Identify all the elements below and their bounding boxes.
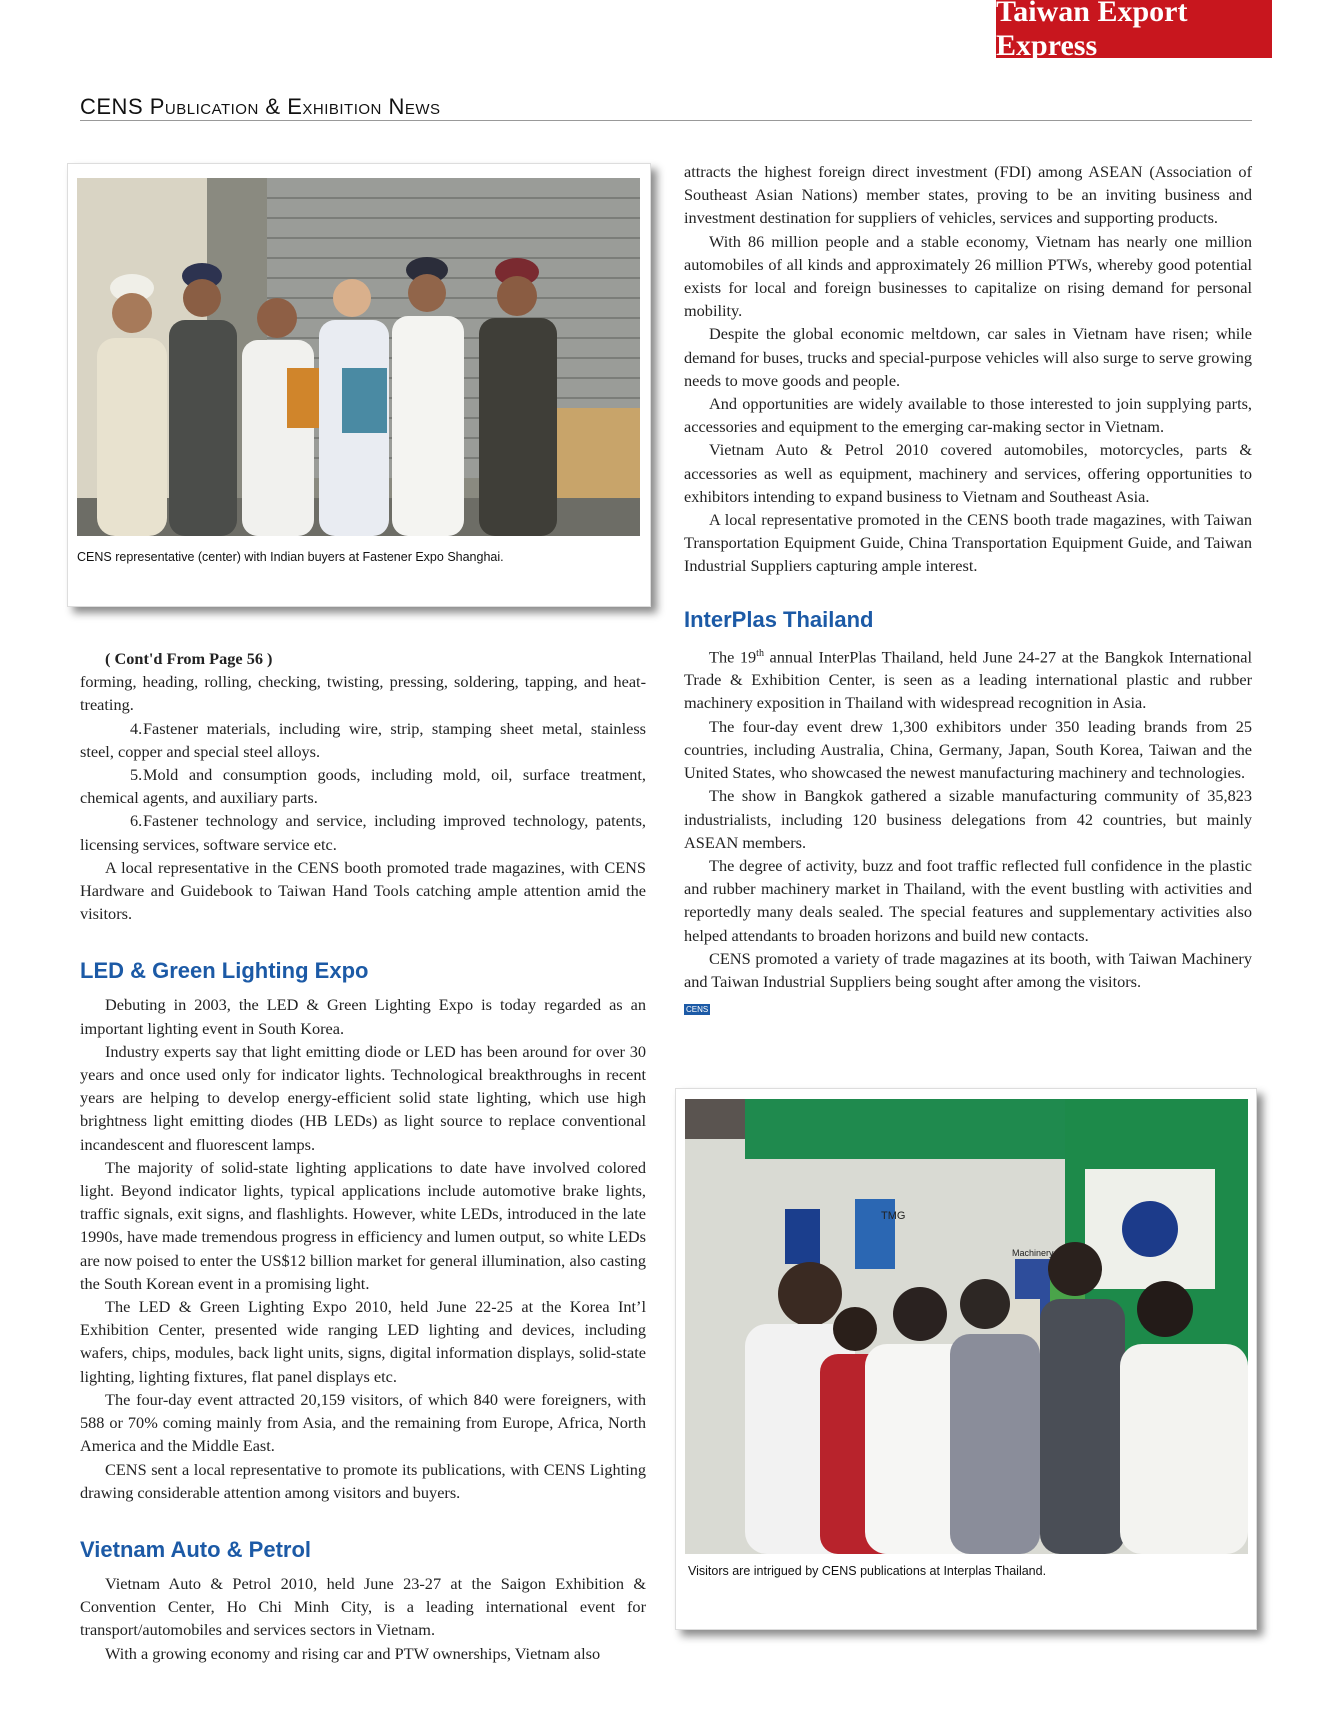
photo-frame-fastener-expo	[67, 163, 651, 607]
led-paragraph: The four-day event attracted 20,159 visitors, of which 840 were foreigners, with 588 or 70% coming mainly from Asia, and the remaining from Europe, Africa, North America and the Middle East.	[80, 1389, 646, 1456]
photo-interplas	[685, 1099, 1248, 1554]
booth-sign-machinery: Machinery	[1012, 1248, 1054, 1258]
fastener-intro: forming, heading, rolling, checking, twisting, pressing, soldering, tapping, and heat-treating.	[80, 672, 646, 715]
interplas-booth-photo	[685, 1099, 1248, 1554]
fastener-item: 4.Fastener materials, including wire, strip, stamping sheet metal, stainless steel, copper and special steel alloys.	[80, 718, 646, 761]
photo-caption-interplas: Visitors are intrigued by CENS publications at Interplas Thailand.	[688, 1564, 1047, 1578]
heading-led-expo: LED & Green Lighting Expo	[80, 958, 369, 984]
right-column	[684, 160, 1252, 1018]
vietnam-paragraph: A local representative promoted in the CENS booth trade magazines, with Taiwan Transportation Equipment Guide, China Transportation Equipment Guide, and Taiwan Industrial Suppliers capturing ample interest.	[684, 510, 1252, 576]
interplas-paragraph: The degree of activity, buzz and foot traffic reflected full confidence in the plastic and rubber machinery market in Thailand, with the event bustling with activities and reportedly many deals sealed. The special features and supplementary activities also helped attendants to broaden horizons and build new contacts.	[684, 855, 1252, 945]
fastener-item: 6.Fastener technology and service, including improved technology, patents, licensing services, software service etc.	[80, 811, 646, 854]
photo-frame-interplas	[675, 1088, 1257, 1630]
section-header: CENS Publication & Exhibition News	[80, 94, 441, 119]
led-paragraph: The majority of solid-state lighting applications to date have involved colored light. Beyond indicator lights, typical applications include automotive brake lights, traffic signals, exit signs, and flashlights. However, white LEDs, introduced in the late 1990s, have made tremendous progress in efficiency and lumen output, so white LEDs are now poised to enter the US$12 billion market for general illumination, also casting the South Korean event in a promising light.	[80, 1157, 646, 1293]
interplas-paragraph: The four-day event drew 1,300 exhibitors under 350 leading brands from 25 countries, including Australia, China, Germany, Japan, South Korea, Taiwan and the United States, who showcased the newest manufacturing machinery and technologies.	[684, 716, 1252, 783]
left-column	[80, 647, 646, 1665]
booth-sign-tmg: TMG	[881, 1210, 906, 1222]
vietnam-paragraph: With a growing economy and rising car and PTW ownerships, Vietnam also	[105, 1643, 601, 1663]
vietnam-paragraph: With 86 million people and a stable economy, Vietnam has nearly one million automobiles of all kinds and approximately 26 million PTWs, whereby good potential exists for local and foreign businesses to capitalize on rising demand for personal mobility.	[684, 231, 1252, 321]
photo-caption-fastener-expo: CENS representative (center) with Indian buyers at Fastener Expo Shanghai.	[77, 550, 504, 564]
interplas-paragraph: The show in Bangkok gathered a sizable manufacturing community of 35,823 industrialists, including 120 business delegations from 42 countries, but mainly ASEAN members.	[684, 786, 1252, 852]
interplas-paragraph: CENS promoted a variety of trade magazines at its booth, with Taiwan Machinery and Taiwan Industrial Suppliers being sought after among the visitors.	[684, 948, 1252, 991]
led-paragraph: Industry experts say that light emitting diode or LED has been around for over 30 years and once used only for indicator lights. Technological breakthroughs in recent years are helping to develop energy-efficient solid state lighting, which use high brightness light emitting diodes (HB LEDs) as light source to replace conventional incandescent and fluorescent lamps.	[80, 1041, 646, 1154]
cens-end-logo: CENS	[686, 1005, 709, 1015]
photo-fastener-expo	[77, 178, 640, 536]
heading-interplas: InterPlas Thailand	[684, 606, 874, 632]
led-paragraph: The LED & Green Lighting Expo 2010, held June 22-25 at the Korea Int’l Exhibition Center, presented wide ranging LED lighting and devices, including wafers, chips, modules, back light units, signs, digital information displays, solid-state lighting, lighting fixtures, flat panel displays etc.	[80, 1297, 646, 1386]
led-paragraph: Debuting in 2003, the LED & Green Lighting Expo is today regarded as an important lighting event in South Korea.	[80, 995, 646, 1038]
fastener-expo-group-photo	[77, 178, 640, 536]
led-paragraph: CENS sent a local representative to promote its publications, with CENS Lighting drawing considerable attention among visitors and buyers.	[80, 1459, 646, 1502]
header-rule	[80, 120, 1252, 121]
continued-note: ( Cont'd From Page 56 )	[105, 649, 273, 668]
vietnam-paragraph: Despite the global economic meltdown, car sales in Vietnam have risen; while demand for buses, trucks and special-purpose vehicles will also surge to serve growing needs to move goods and people.	[684, 324, 1252, 390]
fastener-closing: A local representative in the CENS booth promoted trade magazines, with CENS Hardware and Guidebook to Taiwan Hand Tools catching ample attention amid the visitors.	[80, 857, 646, 924]
publication-banner: Taiwan Export Express	[996, 0, 1272, 58]
fastener-item: 5.Mold and consumption goods, including mold, oil, surface treatment, chemical agents, and auxiliary parts.	[80, 765, 646, 808]
heading-vietnam-auto: Vietnam Auto & Petrol	[80, 1536, 312, 1562]
interplas-paragraph: The 19th annual InterPlas Thailand, held June 24-27 at the Bangkok International Trade & Exhibition Center, is seen as a leading international plastic and rubber machinery exposition in Thailand with widespread recognition in Asia.	[684, 647, 1252, 713]
vietnam-paragraph: Vietnam Auto & Petrol 2010, held June 23-27 at the Saigon Exhibition & Convention Center, Ho Chi Minh City, is a leading international event for transport/automobiles and services sectors in Vietnam.	[80, 1573, 646, 1640]
vietnam-paragraph: And opportunities are widely available to those interested to join supplying parts, accessories and equipment to the emerging car-making sector in Vietnam.	[684, 394, 1252, 437]
vietnam-paragraph: Vietnam Auto & Petrol 2010 covered automobiles, motorcycles, parts & accessories as well as equipment, machinery and services, offering opportunities to exhibitors intending to expand business to Vietnam and Southeast Asia.	[684, 440, 1252, 506]
vietnam-continued: attracts the highest foreign direct investment (FDI) among ASEAN (Association of Southeast Asian Nations) member states, proving to be an inviting business and investment destination for suppliers of vehicles, services and supporting products.	[684, 162, 1252, 228]
